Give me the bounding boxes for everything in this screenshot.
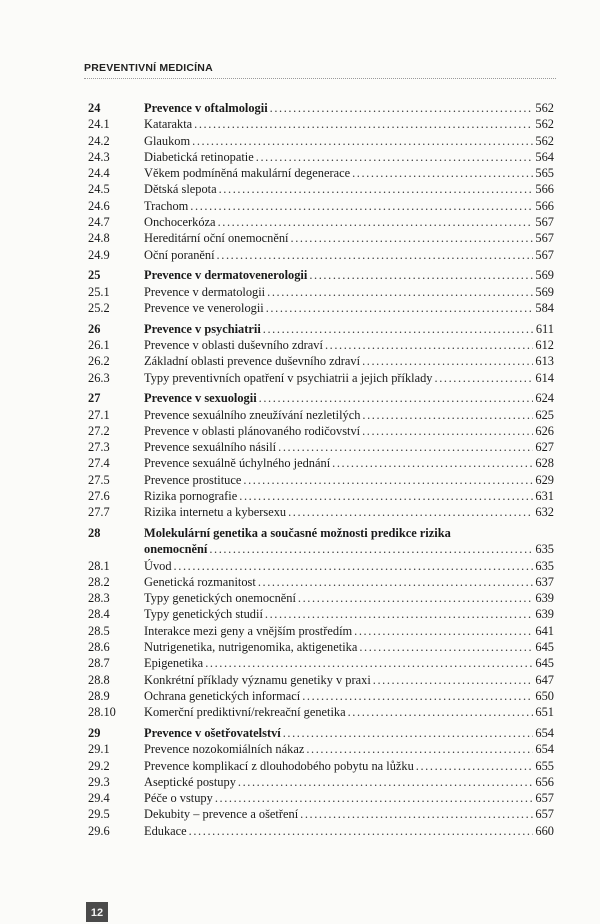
dot-leader [288,504,533,520]
entry-title: Genetická rozmanitost [144,574,256,589]
toc-entry-row[interactable] [88,672,554,688]
entry-title: Epigenetika [144,656,204,671]
toc-entry-row[interactable] [88,214,554,230]
entry-title: Nutrigenetika, nutrigenomika, aktigenetika [144,640,358,655]
entry-title: Katarakta [144,117,193,132]
dot-leader [239,488,533,504]
entry-number: 28.9 [88,688,110,703]
entry-page-number: 564 [535,149,554,164]
entry-title: Rizika pornografie [144,489,238,503]
dot-leader [416,758,534,774]
entry-number: 29.6 [88,823,110,838]
entry-page-number: 567 [535,231,554,246]
entry-title: Interakce mezi geny a vnějším prostředím [144,623,353,638]
toc-entry-row[interactable] [88,455,554,471]
entry-page-number: 632 [535,505,554,520]
entry-page-number: 567 [535,215,554,230]
toc-entry-row[interactable] [88,133,554,149]
dot-leader [256,149,534,165]
toc-entry-row[interactable] [88,247,554,263]
toc-entry-row[interactable] [88,423,554,439]
dot-leader [291,230,534,246]
toc-chapter-row[interactable] [88,321,554,337]
entry-title: Prevence v ošetřovatelství [144,725,281,740]
entry-number: 24.9 [88,247,110,262]
entry-page-number: 565 [535,166,554,181]
toc-chapter-section [88,100,554,263]
dot-leader [259,390,534,406]
entry-number: 27.4 [88,456,110,471]
toc-entry-row[interactable] [88,198,554,214]
entry-page-number: 562 [535,101,554,115]
dot-leader [243,472,533,488]
toc-entry-row[interactable] [88,639,554,655]
entry-title: onemocnění [144,542,208,557]
entry-number: 26 [88,321,101,336]
entry-title: Ochrana genetických informací [144,688,301,703]
entry-title: Základní oblasti prevence duševního zdraví [144,354,361,369]
entry-number: 28.6 [88,640,110,655]
entry-page-number: 635 [535,542,554,557]
entry-number: 26.3 [88,370,110,385]
toc-entry-row[interactable] [88,407,554,423]
entry-number: 27.5 [88,472,110,487]
dot-leader [215,790,534,806]
entry-page-number: 629 [535,472,554,487]
toc-entry-row[interactable] [88,284,554,300]
entry-number: 28.10 [88,705,116,720]
dot-leader [209,541,533,557]
entry-title: Prevence v dermatologii [144,284,266,299]
entry-number: 29.1 [88,742,110,757]
entry-page-number: 637 [535,574,554,589]
dot-leader [354,623,533,639]
toc-entry-row[interactable] [88,704,554,720]
toc-entry-row[interactable] [88,165,554,181]
entry-title: Dětská slepota [144,182,217,197]
dot-leader [359,639,533,655]
dot-leader [263,321,534,337]
entry-title: Onchocerkóza [144,215,216,230]
toc-entry-row[interactable] [88,300,554,316]
entry-title: Komerční prediktivní/rekreační genetika [144,705,346,720]
toc-entry-row[interactable] [88,606,554,622]
dot-leader [352,165,533,181]
dot-leader [192,133,533,149]
dot-leader [190,198,533,214]
entry-number: 24.8 [88,231,110,246]
entry-page-number: 611 [535,321,554,336]
toc-entry-row[interactable] [88,181,554,197]
entry-page-number: 657 [535,791,554,806]
entry-number: 24 [88,101,101,115]
toc-entry-row[interactable] [88,823,554,839]
entry-page-number: 614 [535,370,554,385]
dot-leader [362,407,533,423]
toc-entry-row[interactable] [88,774,554,790]
dot-leader [270,100,534,116]
toc-chapter-row[interactable] [88,390,554,406]
entry-number: 27.1 [88,407,110,422]
running-header: PREVENTIVNÍ MEDICÍNA [84,62,213,74]
toc-entry-row[interactable] [88,472,554,488]
dot-leader [194,116,533,132]
entry-page-number: 655 [535,758,554,773]
toc-entry-row[interactable] [88,558,554,574]
entry-page-number: 612 [535,337,554,352]
entry-number: 28.4 [88,607,110,622]
toc-entry-row[interactable] [88,230,554,246]
dot-leader [362,423,533,439]
entry-number: 24.7 [88,215,110,230]
entry-number: 27.7 [88,505,110,520]
entry-number: 27.6 [88,489,110,503]
toc-entry-row[interactable] [88,590,554,606]
entry-title: Typy genetických studií [144,607,263,622]
entry-number: 29.3 [88,774,110,789]
entry-number: 25.2 [88,300,110,315]
entry-title: Edukace [144,823,187,838]
entry-title: Prevence v oftalmologii [144,101,268,115]
toc-entry-row[interactable] [88,116,554,132]
entry-page-number: 567 [535,247,554,262]
entry-number: 29.5 [88,807,110,822]
dot-leader [267,284,533,300]
toc-entry-row[interactable] [88,688,554,704]
entry-title: Prevence v sexuologii [144,391,257,406]
entry-number: 28.5 [88,623,110,638]
dot-leader [309,267,533,283]
dot-leader [265,606,534,622]
entry-number: 28.7 [88,656,110,671]
entry-title: Prevence prostituce [144,472,242,487]
dot-leader [258,574,534,590]
entry-number: 24.4 [88,166,110,181]
entry-page-number: 584 [535,300,554,315]
entry-title: Prevence komplikací z dlouhodobého pobytu na lůžku [144,758,414,773]
dot-leader [302,688,533,704]
entry-page-number: 650 [535,688,554,703]
toc-entry-row[interactable] [88,504,554,520]
entry-number: 28.3 [88,591,110,606]
entry-title: Prevence sexuálně úchylného jednání [144,456,331,471]
dot-leader [283,725,534,741]
toc-chapter-row[interactable] [88,525,554,541]
entry-title: Aseptické postupy [144,774,236,789]
dot-leader [373,672,534,688]
entry-title: Molekulární genetika a současné možnosti predikce rizika [144,525,451,540]
entry-page-number: 660 [535,823,554,838]
dot-leader [278,439,533,455]
entry-page-number: 631 [535,489,554,503]
dot-leader [298,590,534,606]
toc-entry-row[interactable] [88,655,554,671]
header-rule [84,78,556,79]
entry-page-number: 562 [535,117,554,132]
entry-title: Trachom [144,198,189,213]
dot-leader [348,704,534,720]
entry-title: Typy genetických onemocnění [144,591,296,606]
toc-entry-row[interactable] [88,741,554,757]
entry-page-number: 626 [535,423,554,438]
dot-leader [174,558,534,574]
toc-entry-row[interactable] [88,623,554,639]
entry-page-number: 651 [535,705,554,720]
entry-page-number: 628 [535,456,554,471]
entry-title: Konkrétní příklady významu genetiky v praxi [144,672,371,687]
entry-number: 24.1 [88,117,110,132]
entry-title: Prevence nozokomiálních nákaz [144,742,305,757]
entry-page-number: 627 [535,440,554,455]
entry-page-number: 645 [535,640,554,655]
entry-title: Věkem podmíněná makulární degenerace [144,166,351,181]
entry-page-number: 654 [535,725,554,740]
toc-entry-row[interactable] [88,790,554,806]
dot-leader [238,774,534,790]
page-number: 12 [86,902,108,922]
entry-number: 27.3 [88,440,110,455]
toc-entry-row[interactable] [88,337,554,353]
entry-page-number: 562 [535,133,554,148]
toc-entry-row[interactable] [88,149,554,165]
entry-number: 29.4 [88,791,110,806]
entry-title: Oční poranění [144,247,215,262]
entry-page-number: 635 [535,558,554,573]
toc-entry-row[interactable] [88,488,554,504]
toc-chapter-section [88,267,554,316]
entry-number: 24.6 [88,198,110,213]
dot-leader [325,337,533,353]
entry-page-number: 613 [535,354,554,369]
entry-page-number: 639 [535,591,554,606]
entry-title: Typy preventivních opatření v psychiatrii a jejich příklady [144,370,433,385]
entry-page-number: 657 [535,807,554,822]
dot-leader [332,455,533,471]
entry-page-number: 625 [535,407,554,422]
entry-page-number: 566 [535,182,554,197]
entry-title: Dekubity – prevence a ošetření [144,807,299,822]
toc-entry-row[interactable] [88,439,554,455]
entry-number: 25.1 [88,284,110,299]
dot-leader [435,370,534,386]
entry-title: Úvod [144,558,172,573]
dot-leader [189,823,534,839]
toc-entry-row[interactable] [88,758,554,774]
entry-page-number: 656 [535,774,554,789]
dot-leader [218,214,534,230]
entry-number: 28.2 [88,574,110,589]
entry-page-number: 654 [535,742,554,757]
entry-page-number: 566 [535,198,554,213]
dot-leader [266,300,534,316]
entry-page-number: 624 [535,391,554,406]
toc-entry-row[interactable] [88,574,554,590]
entry-title: Prevence v psychiatrii [144,321,261,336]
dot-leader [362,353,533,369]
entry-page-number: 569 [535,268,554,283]
entry-title: Prevence v oblasti duševního zdraví [144,337,323,352]
entry-title: Diabetická retinopatie [144,149,254,164]
toc-chapter-section [88,725,554,839]
toc-chapter-row[interactable] [88,100,554,116]
toc-chapter-section [88,525,554,721]
entry-number: 28 [88,525,101,540]
toc-entry-row[interactable] [88,806,554,822]
dot-leader [205,655,533,671]
toc-chapter-section [88,390,554,520]
entry-number: 24.2 [88,133,110,148]
toc-chapter-section [88,321,554,386]
entry-title: Prevence sexuálního násilí [144,440,277,455]
entry-page-number: 639 [535,607,554,622]
dot-leader [217,247,534,263]
entry-title: Prevence sexuálního zneužívání nezletilých [144,407,361,422]
entry-page-number: 645 [535,656,554,671]
entry-number: 27.2 [88,423,110,438]
toc-entry-row[interactable] [88,353,554,369]
entry-number: 26.2 [88,354,110,369]
toc-chapter-row[interactable] [88,267,554,283]
entry-title: Péče o vstupy [144,791,213,806]
toc-chapter-row[interactable] [88,725,554,741]
entry-title: Hereditární oční onemocnění [144,231,289,246]
toc-chapter-row-continued[interactable] [88,541,554,557]
entry-number: 29.2 [88,758,110,773]
entry-number: 25 [88,268,101,283]
entry-number: 24.5 [88,182,110,197]
entry-title: Rizika internetu a kybersexu [144,505,287,520]
entry-page-number: 569 [535,284,554,299]
table-of-contents [88,100,554,843]
entry-number: 28.1 [88,558,110,573]
entry-title: Prevence v oblasti plánovaného rodičovství [144,423,361,438]
dot-leader [306,741,533,757]
entry-number: 26.1 [88,337,110,352]
entry-page-number: 641 [535,623,554,638]
entry-title: Prevence v dermatovenerologii [144,268,308,283]
entry-number: 24.3 [88,149,110,164]
dot-leader [219,181,534,197]
entry-page-number: 647 [535,672,554,687]
entry-title: Prevence ve venerologii [144,300,264,315]
toc-entry-row[interactable] [88,370,554,386]
entry-number: 29 [88,725,101,740]
dot-leader [300,806,533,822]
entry-title: Glaukom [144,133,191,148]
entry-number: 27 [88,391,101,406]
entry-number: 28.8 [88,672,110,687]
